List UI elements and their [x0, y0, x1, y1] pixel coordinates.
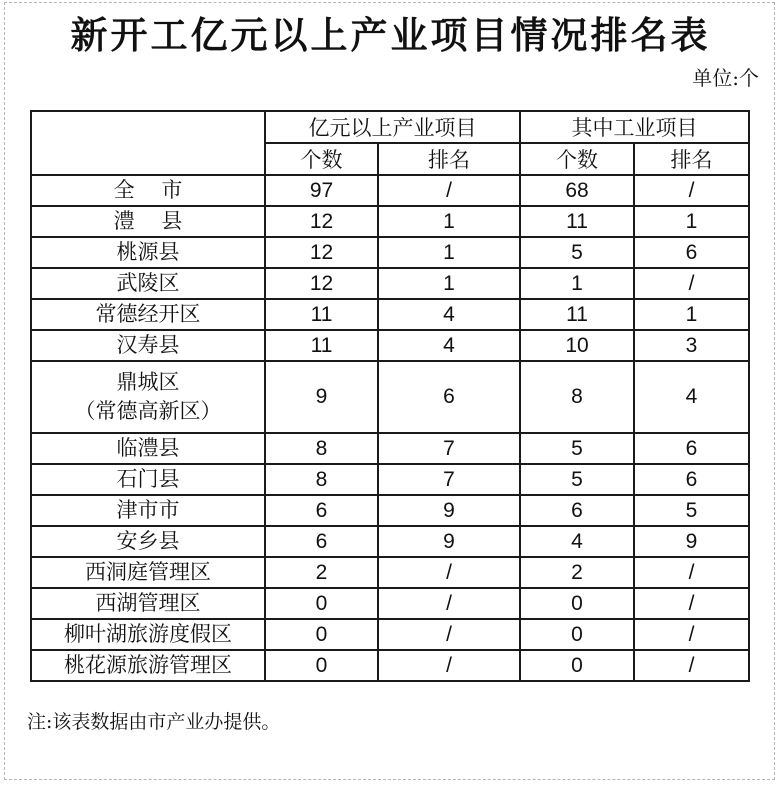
value-cell: /	[378, 557, 520, 588]
value-cell: 1	[378, 268, 520, 299]
value-cell: 6	[634, 433, 749, 464]
region-name: 石门县	[116, 467, 180, 491]
table-row	[31, 206, 749, 237]
table-row	[31, 237, 749, 268]
table-row	[31, 299, 749, 330]
group-header: 其中工业项目	[520, 111, 749, 143]
region-cell	[31, 299, 265, 330]
table-row	[31, 495, 749, 526]
value-cell: 6	[520, 495, 634, 526]
ranking-table	[30, 110, 750, 682]
value-cell: /	[378, 588, 520, 619]
value-cell: 3	[634, 330, 749, 361]
value-cell: 5	[520, 433, 634, 464]
value-cell: 8	[520, 361, 634, 433]
value-cell: 4	[378, 299, 520, 330]
value-cell: 5	[634, 495, 749, 526]
column-header: 排名	[378, 143, 520, 175]
value-cell: 6	[378, 361, 520, 433]
unit-label: 单位:个	[692, 66, 759, 90]
region-name: 安乡县	[116, 529, 180, 553]
value-cell: 12	[265, 237, 378, 268]
region-name: 汉寿县	[116, 333, 180, 357]
value-cell: /	[634, 650, 749, 681]
value-cell: 2	[265, 557, 378, 588]
value-cell: 2	[520, 557, 634, 588]
value-cell: /	[634, 175, 749, 206]
region-cell	[31, 650, 265, 681]
value-cell: 11	[265, 299, 378, 330]
value-cell: 1	[520, 268, 634, 299]
value-cell: 8	[265, 433, 378, 464]
value-cell: /	[634, 619, 749, 650]
region-cell	[31, 361, 265, 433]
value-cell: /	[378, 619, 520, 650]
value-cell: 11	[265, 330, 378, 361]
region-name: 柳叶湖旅游度假区	[64, 622, 232, 646]
column-header: 个数	[265, 143, 378, 175]
value-cell: 0	[520, 650, 634, 681]
region-cell	[31, 495, 265, 526]
value-cell: 1	[634, 299, 749, 330]
value-cell: 9	[378, 495, 520, 526]
region-name: 鼎城区	[116, 370, 180, 394]
region-cell	[31, 330, 265, 361]
table-row	[31, 650, 749, 681]
value-cell: 7	[378, 433, 520, 464]
table-row	[31, 361, 749, 433]
region-cell	[31, 206, 265, 237]
value-cell: 4	[520, 526, 634, 557]
column-header: 个数	[520, 143, 634, 175]
value-cell: 5	[520, 464, 634, 495]
region-name: 临澧县	[116, 436, 180, 460]
value-cell: 97	[265, 175, 378, 206]
region-name: 常德经开区	[95, 302, 201, 326]
region-name: 澧 县	[113, 209, 183, 233]
value-cell: 68	[520, 175, 634, 206]
value-cell: 6	[265, 526, 378, 557]
column-header: 排名	[634, 143, 749, 175]
value-cell: 0	[265, 650, 378, 681]
table-row	[31, 557, 749, 588]
value-cell: 9	[265, 361, 378, 433]
region-name-note: （常德高新区）	[74, 399, 222, 423]
value-cell: 0	[265, 588, 378, 619]
table-row	[31, 175, 749, 206]
region-header-cell	[31, 111, 265, 175]
value-cell: 12	[265, 268, 378, 299]
value-cell: 4	[634, 361, 749, 433]
value-cell: 9	[634, 526, 749, 557]
region-cell	[31, 619, 265, 650]
value-cell: 0	[265, 619, 378, 650]
region-cell	[31, 237, 265, 268]
table-row	[31, 464, 749, 495]
region-name: 桃源县	[116, 240, 180, 264]
region-cell	[31, 588, 265, 619]
value-cell: /	[378, 650, 520, 681]
value-cell: 6	[265, 495, 378, 526]
region-name: 桃花源旅游管理区	[64, 653, 232, 677]
value-cell: 6	[634, 464, 749, 495]
value-cell: 10	[520, 330, 634, 361]
value-cell: 11	[520, 206, 634, 237]
value-cell: 7	[378, 464, 520, 495]
value-cell: 1	[378, 206, 520, 237]
table-row	[31, 330, 749, 361]
region-cell	[31, 268, 265, 299]
region-cell	[31, 464, 265, 495]
table-row	[31, 526, 749, 557]
table-row	[31, 268, 749, 299]
region-name: 全 市	[113, 178, 183, 202]
region-cell	[31, 557, 265, 588]
region-cell	[31, 526, 265, 557]
table-row	[31, 588, 749, 619]
page-title: 新开工亿元以上产业项目情况排名表	[70, 13, 711, 57]
region-name: 津市市	[116, 498, 180, 522]
region-cell	[31, 433, 265, 464]
footnote: 注:该表数据由市产业办提供。	[27, 711, 281, 733]
value-cell: 1	[378, 237, 520, 268]
value-cell: /	[634, 588, 749, 619]
value-cell: 12	[265, 206, 378, 237]
value-cell: 4	[378, 330, 520, 361]
value-cell: 1	[634, 206, 749, 237]
value-cell: /	[634, 557, 749, 588]
value-cell: 5	[520, 237, 634, 268]
table-row	[31, 619, 749, 650]
group-header: 亿元以上产业项目	[265, 111, 520, 143]
value-cell: 0	[520, 588, 634, 619]
region-name: 西湖管理区	[95, 591, 201, 615]
value-cell: /	[378, 175, 520, 206]
value-cell: 8	[265, 464, 378, 495]
value-cell: /	[634, 268, 749, 299]
table-row	[31, 433, 749, 464]
region-name: 西洞庭管理区	[85, 560, 211, 584]
value-cell: 9	[378, 526, 520, 557]
value-cell: 6	[634, 237, 749, 268]
region-name: 武陵区	[116, 271, 180, 295]
value-cell: 0	[520, 619, 634, 650]
region-cell	[31, 175, 265, 206]
value-cell: 11	[520, 299, 634, 330]
